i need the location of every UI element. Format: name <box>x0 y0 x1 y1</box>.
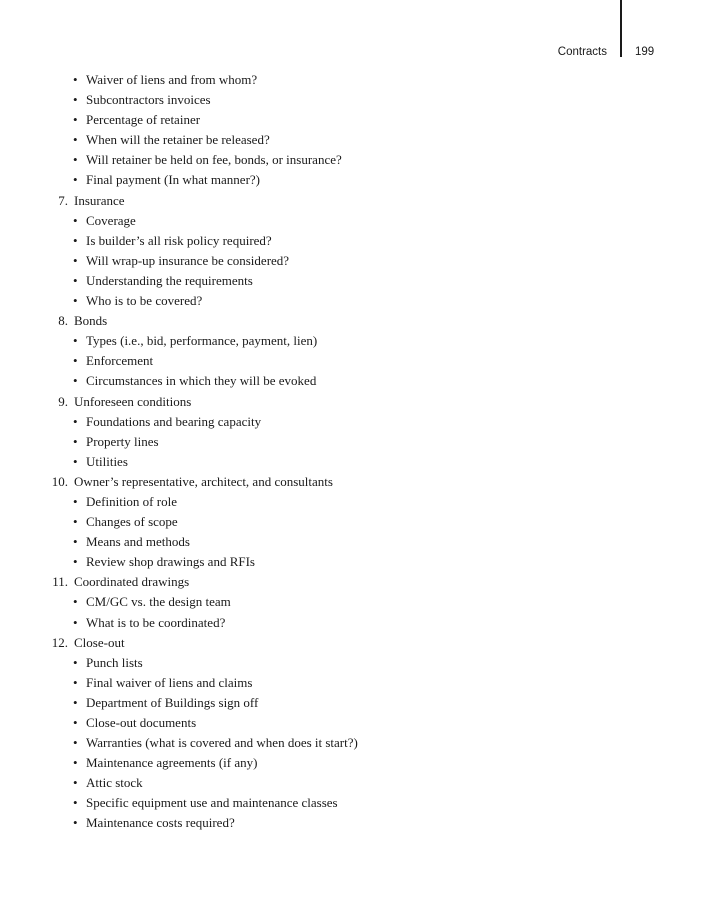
section-number: 10. <box>51 473 68 489</box>
section-title: Close-out <box>74 634 125 650</box>
section-title: Bonds <box>74 313 108 329</box>
list-item: • Means and methods <box>0 532 701 552</box>
list-item: • Will wrap-up insurance be considered? <box>0 251 701 271</box>
section-title: Unforeseen conditions <box>74 393 192 409</box>
section-number: 12. <box>51 634 68 650</box>
list-item: • Changes of scope <box>0 512 701 532</box>
list-item: • What is to be coordinated? <box>0 613 701 633</box>
section-heading <box>0 392 701 412</box>
list-item: • Waiver of liens and from whom? <box>0 70 701 90</box>
list-item: • Maintenance agreements (if any) <box>0 753 701 773</box>
section-number: 8. <box>58 313 68 329</box>
list-item: • Types (i.e., bid, performance, payment, lien) <box>0 331 701 351</box>
section-heading <box>0 311 701 331</box>
list-item: • Subcontractors invoices <box>0 90 701 110</box>
list-item: • Will retainer be held on fee, bonds, or insurance? <box>0 150 701 170</box>
section-title: Insurance <box>74 192 125 208</box>
section-title: Coordinated drawings <box>74 574 190 590</box>
list-item: • Percentage of retainer <box>0 110 701 130</box>
list-item: • Attic stock <box>0 773 701 793</box>
running-title: Contracts <box>557 46 607 58</box>
section-number: 7. <box>58 192 68 208</box>
list-item: • Circumstances in which they will be evoked <box>0 371 701 391</box>
list-item: • Review shop drawings and RFIs <box>0 552 701 572</box>
list-item: • Property lines <box>0 432 701 452</box>
list-item: • Coverage <box>0 211 701 231</box>
list-item: • Foundations and bearing capacity <box>0 412 701 432</box>
list-item: • Utilities <box>0 452 701 472</box>
section-heading <box>0 191 701 211</box>
document-body <box>0 70 701 834</box>
list-item: • Final waiver of liens and claims <box>0 673 701 693</box>
list-item: • Department of Buildings sign off <box>0 693 701 713</box>
section-heading <box>0 633 701 653</box>
list-item: • Punch lists <box>0 653 701 673</box>
list-item: • Close-out documents <box>0 713 701 733</box>
section-heading <box>0 572 701 592</box>
list-item: • When will the retainer be released? <box>0 130 701 150</box>
list-item: • Understanding the requirements <box>0 271 701 291</box>
list-item: • Who is to be covered? <box>0 291 701 311</box>
section-title: Owner’s representative, architect, and consultants <box>74 473 333 489</box>
header-rule <box>620 0 622 57</box>
list-item: • Maintenance costs required? <box>0 813 701 833</box>
list-item: • Specific equipment use and maintenance classes <box>0 793 701 813</box>
section-number: 9. <box>58 393 68 409</box>
list-item: • Final payment (In what manner?) <box>0 170 701 190</box>
list-item: • CM/GC vs. the design team <box>0 592 701 612</box>
list-item: • Definition of role <box>0 492 701 512</box>
list-item: • Warranties (what is covered and when does it start?) <box>0 733 701 753</box>
page-number: 199 <box>635 46 655 58</box>
list-item: • Is builder’s all risk policy required? <box>0 231 701 251</box>
list-item: • Enforcement <box>0 351 701 371</box>
section-number: 11. <box>52 574 68 590</box>
section-heading <box>0 472 701 492</box>
